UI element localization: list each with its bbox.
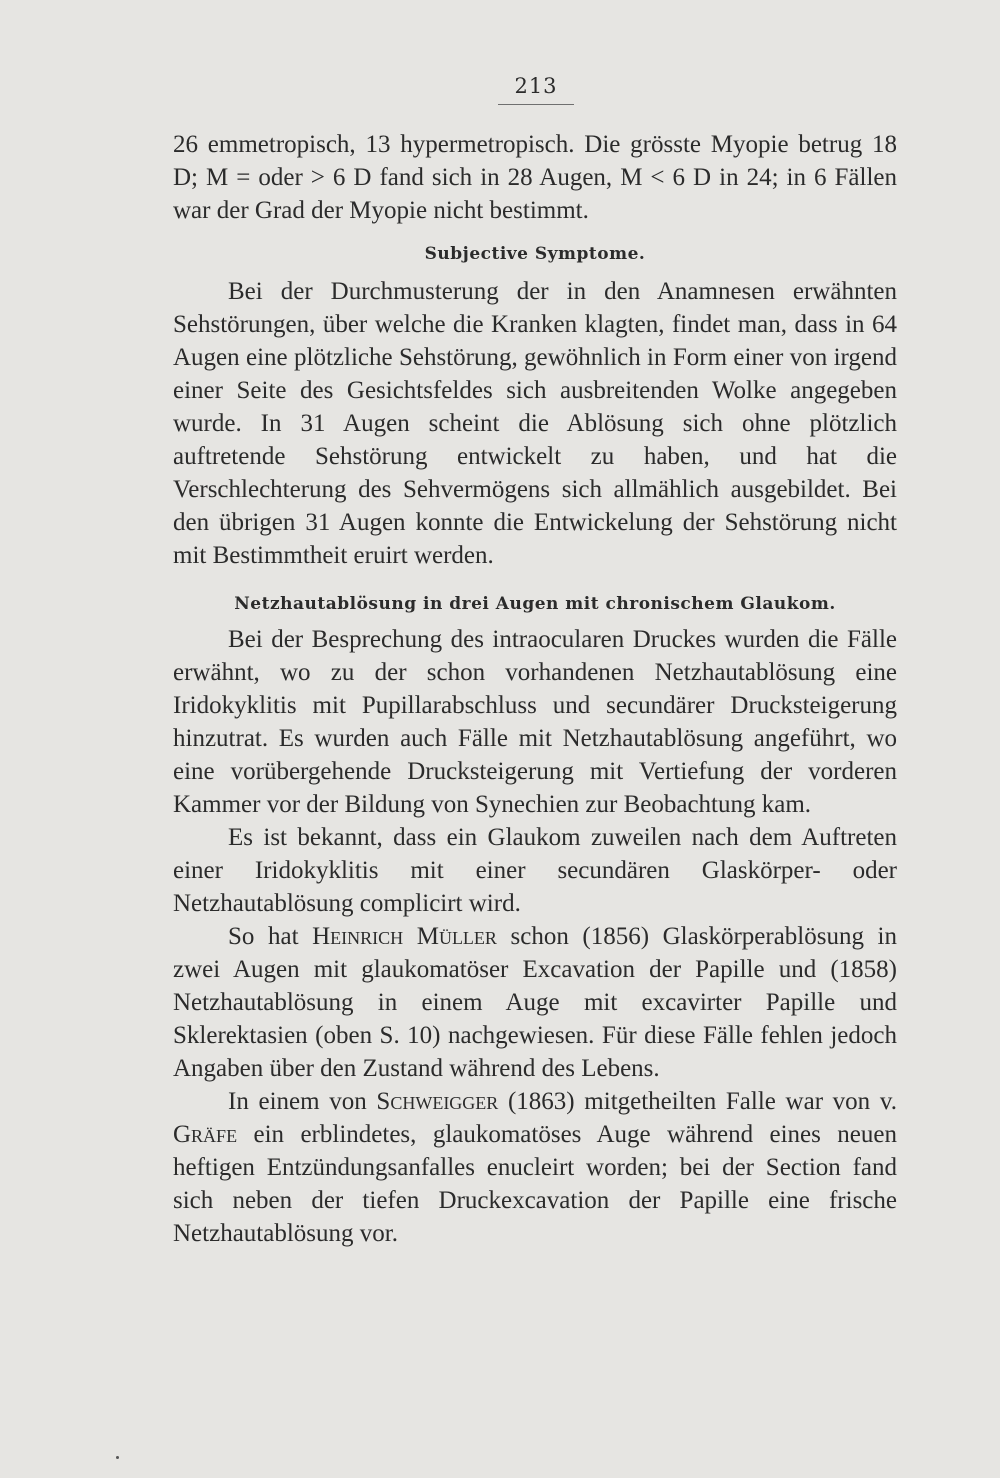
- page-number: 213: [498, 74, 574, 105]
- paragraph: [173, 920, 897, 1085]
- paragraph: [173, 1085, 897, 1250]
- author-name: Gräfe: [173, 1121, 238, 1148]
- text-run: In einem von: [228, 1088, 377, 1115]
- text-run: schon (1856) Glaskörperablösung in zwei Augen mit glaukomatöser Excavation der Papille und (1858) Netzhautablösung in einem Auge mit excavirter Papille und Sklerektasien (oben S. 10) nachgewiesen. Für diese Fälle fehlen jedoch Angaben über den Zustand während des Lebens.: [173, 923, 897, 1082]
- author-name: Heinrich Müller: [312, 923, 497, 950]
- section-heading: Subjective Symptome.: [424, 244, 646, 264]
- body-text: [173, 128, 897, 1250]
- paragraph: 26 emmetropisch, 13 hypermetropisch. Die grösste Myopie betrug 18 D; M = oder > 6 D fand sich in 28 Augen, M < 6 D in 24; in 6 Fällen war der Grad der Myopie nicht bestimmt.: [173, 131, 897, 224]
- paper-speck: [116, 1456, 119, 1459]
- text-run: (1863) mitgetheilten Falle war von v.: [498, 1088, 897, 1115]
- paragraph: Bei der Besprechung des intraocularen Druckes wurden die Fälle erwähnt, wo zu der schon vorhandenen Netzhautablösung eine Iridokyklitis mit Pupillarabschluss und secundärer Drucksteigerung hinzutrat. Es wurden auch Fälle mit Netzhautablösung angeführt, wo eine vorübergehende Drucksteigerung mit Vertiefung der vorderen Kammer vor der Bildung von Synechien zur Beobachtung kam.: [173, 626, 897, 818]
- text-run: ein erblindetes, glaukomatöses Auge während eines neuen heftigen Entzündungsanfalles enucleirt worden; bei der Section fand sich neben der tiefen Druckexcavation der Papille eine frische Netzhautablösung vor.: [173, 1121, 897, 1247]
- paragraph: Es ist bekannt, dass ein Glaukom zuweilen nach dem Auftreten einer Iridokyklitis mit einer secundären Glaskörper- oder Netzhautablösung complicirt wird.: [173, 824, 897, 917]
- paragraph: Bei der Durchmusterung der in den Anamnesen erwähnten Sehstörungen, über welche die Kranken klagten, findet man, dass in 64 Augen eine plötzliche Sehstörung, gewöhnlich in Form einer von irgend einer Seite des Gesichtsfeldes sich ausbreitenden Wolke angegeben wurde. In 31 Augen scheint die Ablösung sich ohne plötzlich auftretende Sehstörung entwickelt zu haben, und hat die Verschlechterung des Sehvermögens sich allmählich ausgebildet. Bei den übrigen 31 Augen konnte die Entwickelung der Sehstörung nicht mit Bestimmtheit eruirt werden.: [173, 278, 897, 569]
- section-heading: Netzhautablösung in drei Augen mit chronischem Glaukom.: [234, 594, 836, 614]
- text-run: So hat: [228, 923, 313, 950]
- author-name: Schweigger: [376, 1088, 499, 1115]
